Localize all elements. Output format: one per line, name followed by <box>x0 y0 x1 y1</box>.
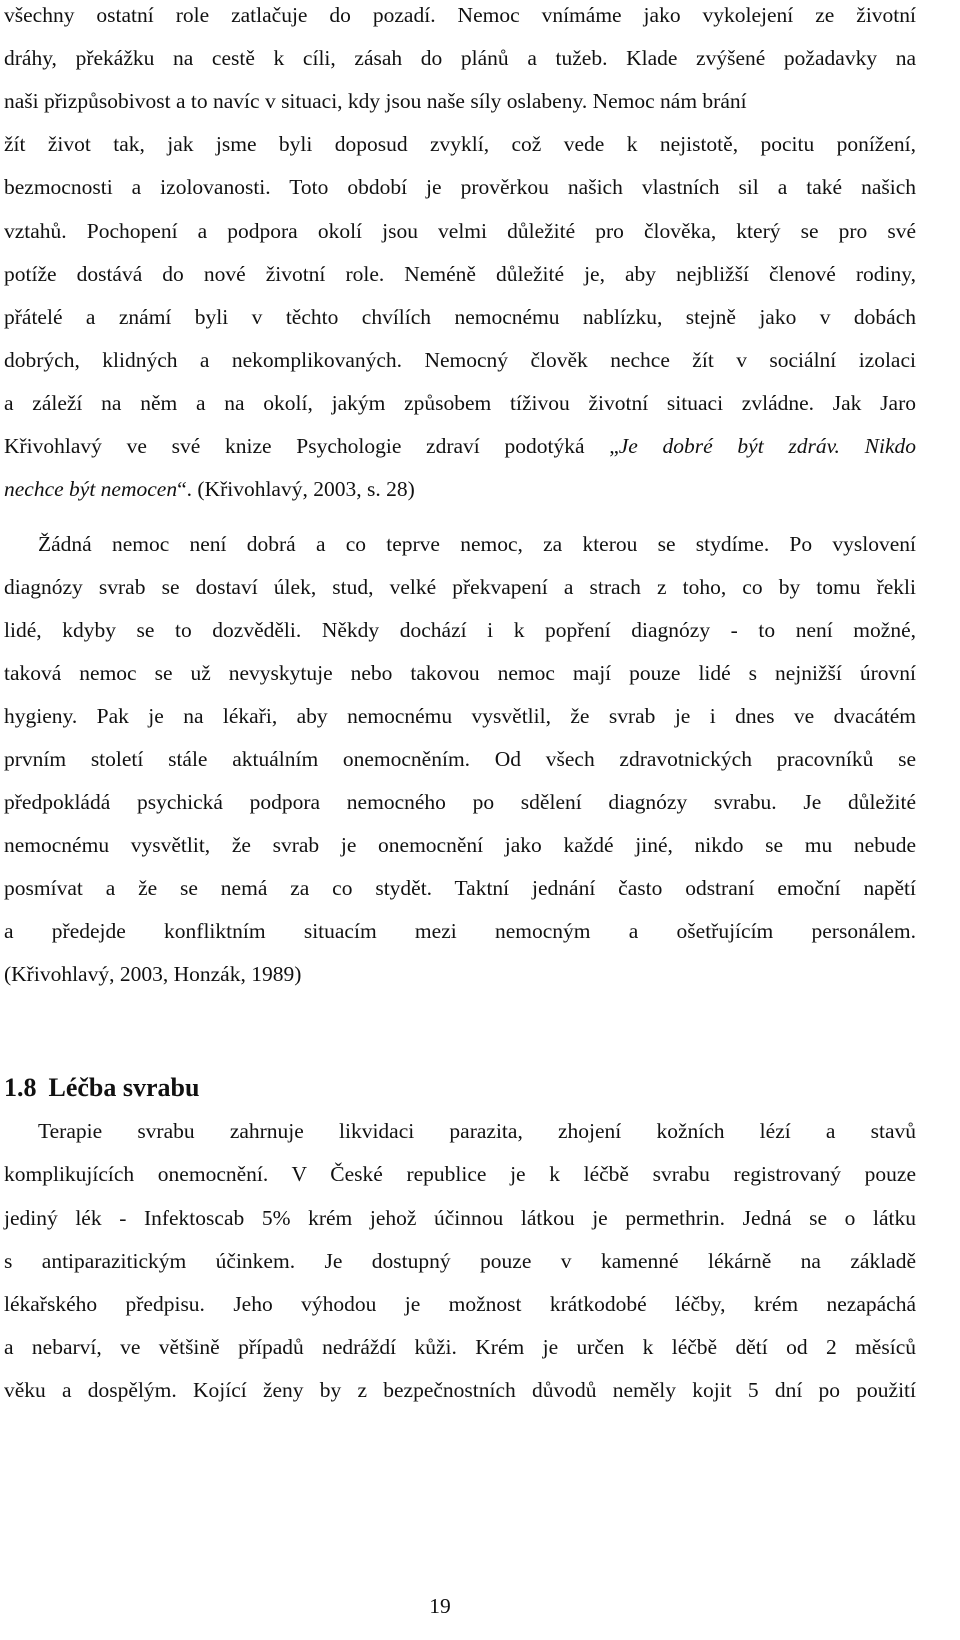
text-line: dráhy, překážku na cestě k cíli, zásah do plánů a tužeb. Klade zvýšené požadavky na <box>4 46 916 70</box>
text-line: jediný lék - Infektoscab 5% krém jehož účinnou látkou je permethrin. Jedná se o látku <box>4 1206 916 1230</box>
text-line: prvním století stále aktuálním onemocněním. Od všech zdravotnických pracovníků se <box>4 747 916 771</box>
text-line: dobrých, klidných a nekomplikovaných. Nemocný člověk nechce žít v sociální izolaci <box>4 348 916 372</box>
section-title: Léčba svrabu <box>48 1073 200 1102</box>
text-line: žít život tak, jak jsme byli doposud zvyklí, což vede k nejistotě, pocitu ponížení, <box>4 132 916 156</box>
quote-mark-open: „ <box>609 434 619 458</box>
text-line: hygieny. Pak je na lékaři, aby nemocnému vysvětlil, že svrab je i dnes ve dvacátém <box>4 704 916 728</box>
text-line: (Křivohlavý, 2003, Honzák, 1989) <box>4 962 302 986</box>
text-line: přátelé a známí byli v těchto chvílích nemocnému nablízku, stejně jako v dobách <box>4 305 916 329</box>
quote-mark-close: “ <box>177 477 187 501</box>
page-number: 19 <box>429 1594 451 1618</box>
text-line: posmívat a že se nemá za co stydět. Taktní jednání často odstraní emoční napětí <box>4 876 916 900</box>
section-number: 1.8 <box>4 1073 37 1102</box>
citation: . (Křivohlavý, 2003, s. 28) <box>186 477 415 501</box>
text-line: taková nemoc se už nevyskytuje nebo takovou nemoc mají pouze lidé s nejnižší úrovní <box>4 661 916 685</box>
text-line: komplikujících onemocnění. V České republice je k léčbě svrabu registrovaný pouze <box>4 1162 916 1186</box>
text-line: bezmocnosti a izolovanosti. Toto období je prověrkou našich vlastních sil a také našich <box>4 175 916 199</box>
text-line: věku a dospělým. Kojící ženy by z bezpečnostních důvodů neměly kojit 5 dní po použití <box>4 1378 916 1402</box>
quote-text: Je dobré být zdráv. Nikdo <box>618 434 916 458</box>
text-line: Terapie svrabu zahrnuje likvidaci parazita, zhojení kožních lézí a stavů <box>38 1119 916 1143</box>
text-line: Žádná nemoc není dobrá a co teprve nemoc, za kterou se stydíme. Po vyslovení <box>38 532 916 556</box>
text-line: vztahů. Pochopení a podpora okolí jsou velmi důležité pro člověka, který se pro své <box>4 219 916 243</box>
section-heading <box>4 1072 199 1104</box>
text-line: naši přizpůsobivost a to navíc v situaci, kdy jsou naše síly oslabeny. Nemoc nám brání <box>4 89 747 113</box>
text-run: Křivohlavý ve své knize Psychologie zdraví podotýká <box>4 434 610 458</box>
text-line: lidé, kdyby se to dozvěděli. Někdy dochází i k popření diagnózy - to není možné, <box>4 618 916 642</box>
quote-text: nechce být nemocen <box>4 477 178 501</box>
text-line: všechny ostatní role zatlačuje do pozadí. Nemoc vnímáme jako vykolejení ze životní <box>4 3 916 27</box>
text-line: s antiparazitickým účinkem. Je dostupný pouze v kamenné lékárně na základě <box>4 1249 916 1273</box>
text-line: diagnózy svrab se dostaví úlek, stud, velké překvapení a strach z toho, co by tomu řekli <box>4 575 916 599</box>
text-line: a předejde konfliktním situacím mezi nemocným a ošetřujícím personálem. <box>4 919 916 943</box>
text-line: a záleží na něm a na okolí, jakým způsobem tíživou životní situaci zvládne. Jak Jaro <box>4 391 916 415</box>
text-line: nemocnému vysvětlit, že svrab je onemocnění jako každé jiné, nikdo se mu nebude <box>4 833 916 857</box>
text-line-with-quote <box>4 433 916 459</box>
text-line: potíže dostává do nové životní role. Neméně důležité je, aby nejbližší členové rodiny, <box>4 262 916 286</box>
text-line: lékařského předpisu. Jeho výhodou je možnost krátkodobé léčby, krém nezapáchá <box>4 1292 916 1316</box>
text-line: předpokládá psychická podpora nemocného po sdělení diagnózy svrabu. Je důležité <box>4 790 916 814</box>
text-line-with-citation <box>4 476 916 502</box>
text-line: a nebarví, ve většině případů nedráždí kůži. Krém je určen k léčbě dětí od 2 měsíců <box>4 1335 916 1359</box>
